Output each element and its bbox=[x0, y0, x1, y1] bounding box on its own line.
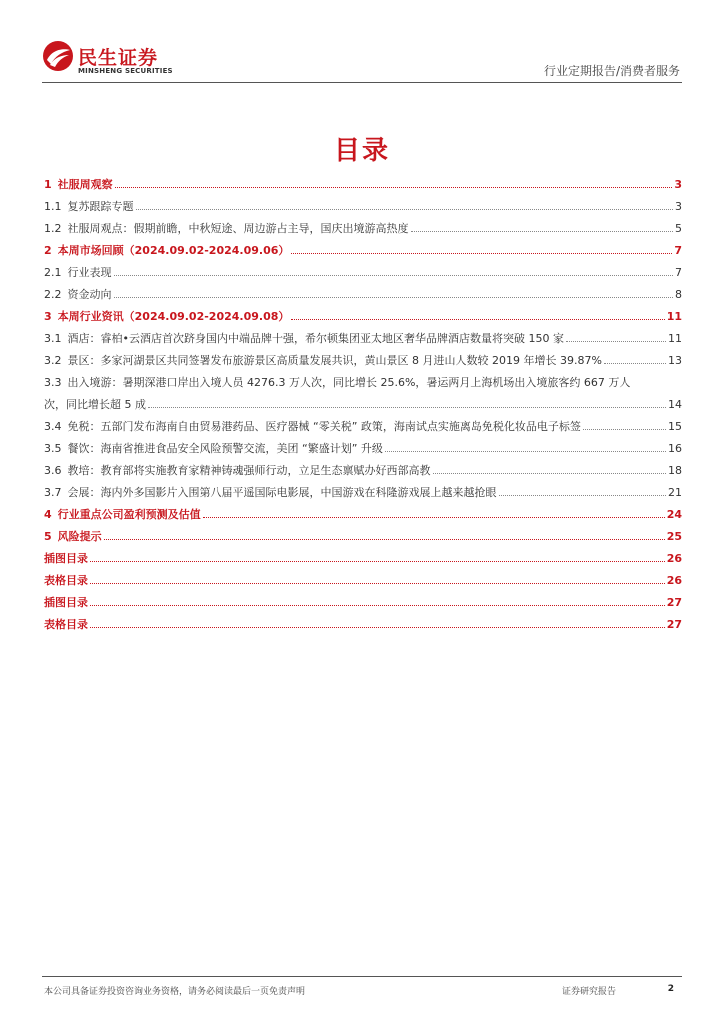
toc-entry-number: 3.7 bbox=[44, 486, 62, 499]
toc-entry-text: 社服周观察 bbox=[57, 178, 113, 191]
brand-name-cn: 民生证券 bbox=[78, 47, 159, 69]
toc-entry-page: 14 bbox=[668, 398, 682, 411]
toc-entry-text: 风险提示 bbox=[57, 530, 102, 543]
toc-entry-page: 18 bbox=[668, 464, 682, 477]
toc-entry-page: 21 bbox=[668, 486, 682, 499]
toc-entry-text: 教培：教育部将实施教育家精神铸魂强师行动，立足生态禀赋办好西部高教 bbox=[67, 464, 431, 477]
toc-entry-number: 2.2 bbox=[44, 288, 62, 301]
minsheng-logo-icon bbox=[42, 40, 74, 72]
toc-entry-text: 表格目录 bbox=[44, 574, 88, 587]
toc-entry[interactable] bbox=[44, 328, 682, 350]
toc-entry-number: 3.2 bbox=[44, 354, 62, 367]
toc-entry[interactable] bbox=[44, 570, 682, 592]
toc-entry[interactable] bbox=[44, 416, 682, 438]
toc-entry[interactable] bbox=[44, 526, 682, 548]
footer-divider bbox=[42, 976, 682, 977]
toc-entry-text: 会展：海内外多国影片入围第八届平遥国际电影展，中国游戏在科隆游戏展上越来越抢眼 bbox=[67, 486, 497, 499]
toc-entry-text: 酒店：睿柏•云酒店首次跻身国内中端品牌十强，希尔顿集团亚太地区奢华品牌酒店数量将突破 150 家 bbox=[67, 332, 564, 345]
toc-entry-page: 27 bbox=[666, 618, 682, 631]
toc-dot-leader bbox=[566, 341, 666, 342]
toc-entry-number: 3.4 bbox=[44, 420, 62, 433]
toc-dot-leader bbox=[411, 231, 674, 232]
toc-entry-number: 3 bbox=[44, 310, 52, 323]
toc-entry[interactable] bbox=[44, 482, 682, 504]
toc-entry-page: 11 bbox=[668, 332, 682, 345]
toc-entry-page: 7 bbox=[674, 244, 682, 257]
toc-entry-text: 社服周观点：假期前瞻，中秋短途、周边游占主导，国庆出境游高热度 bbox=[67, 222, 409, 235]
toc-entry-number: 1 bbox=[44, 178, 52, 191]
toc-dot-leader bbox=[115, 187, 673, 188]
toc-entry-page: 3 bbox=[675, 200, 682, 213]
toc-entry-text-line1: 出入境游：暑期深港口岸出入境人员 4276.3 万人次，同比增长 25.6%，暑运两月上海机场出入境旅客约 667 万人 bbox=[67, 376, 631, 389]
toc-entry[interactable] bbox=[44, 592, 682, 614]
toc-entry-page: 3 bbox=[674, 178, 682, 191]
toc-entry-number: 3.1 bbox=[44, 332, 62, 345]
toc-entry-number: 1.2 bbox=[44, 222, 62, 235]
toc-dot-leader bbox=[90, 561, 665, 562]
toc-entry-number: 3.6 bbox=[44, 464, 62, 477]
toc-entry-number: 3.5 bbox=[44, 442, 62, 455]
toc-entry-text: 插图目录 bbox=[44, 552, 88, 565]
toc-entry-page: 8 bbox=[675, 288, 682, 301]
brand-logo bbox=[42, 40, 182, 80]
toc-dot-leader bbox=[203, 517, 665, 518]
toc-title: 目录 bbox=[333, 136, 390, 166]
toc-entry-text: 本周市场回顾（2024.09.02-2024.09.06） bbox=[57, 244, 290, 257]
toc-entry-page: 16 bbox=[668, 442, 682, 455]
toc-entry-text: 免税：五部门发布海南自由贸易港药品、医疗器械 “零关税” 政策，海南试点实施离岛免税化妆品电子标签 bbox=[67, 420, 581, 433]
toc-entry-page: 24 bbox=[666, 508, 682, 521]
toc-dot-leader bbox=[104, 539, 665, 540]
toc-entry-text: 餐饮：海南省推进食品安全风险预警交流，美团 “繁盛计划” 升级 bbox=[67, 442, 383, 455]
page-header bbox=[0, 0, 724, 90]
toc-entry-text: 景区：多家河湖景区共同签署发布旅游景区高质量发展共识，黄山景区 8 月进山人数较 2019 年增长 39.87% bbox=[67, 354, 602, 367]
toc-entry-text: 插图目录 bbox=[44, 596, 88, 609]
toc-dot-leader bbox=[433, 473, 667, 474]
footer-disclaimer: 本公司具备证券投资咨询业务资格，请务必阅读最后一页免责声明 bbox=[44, 987, 306, 997]
toc-entry-number: 2.1 bbox=[44, 266, 62, 279]
toc-dot-leader bbox=[136, 209, 674, 210]
toc-dot-leader bbox=[114, 275, 674, 276]
toc-entry-text: 表格目录 bbox=[44, 618, 88, 631]
toc-entry[interactable] bbox=[44, 372, 682, 416]
brand-name-en: MINSHENG SECURITIES bbox=[78, 67, 173, 75]
toc-entry[interactable] bbox=[44, 196, 682, 218]
toc-entry[interactable] bbox=[44, 218, 682, 240]
toc-dot-leader bbox=[385, 451, 666, 452]
toc-entry[interactable] bbox=[44, 306, 682, 328]
toc-entry[interactable] bbox=[44, 614, 682, 636]
toc-entry-text: 次，同比增长超 5 成 bbox=[44, 398, 146, 411]
toc-entry-page: 5 bbox=[675, 222, 682, 235]
toc-entry-number: 3.3 bbox=[44, 376, 62, 389]
toc-entry[interactable] bbox=[44, 284, 682, 306]
toc-dot-leader bbox=[604, 363, 666, 364]
toc-entry-text: 本周行业资讯（2024.09.02-2024.09.08） bbox=[57, 310, 290, 323]
footer-category: 证券研究报告 bbox=[562, 987, 617, 997]
toc-entry[interactable] bbox=[44, 262, 682, 284]
toc-entry-number: 1.1 bbox=[44, 200, 62, 213]
table-of-contents bbox=[44, 174, 682, 636]
toc-entry-page: 13 bbox=[668, 354, 682, 367]
toc-entry[interactable] bbox=[44, 174, 682, 196]
toc-entry-page: 15 bbox=[668, 420, 682, 433]
toc-entry[interactable] bbox=[44, 350, 682, 372]
toc-entry-number: 5 bbox=[44, 530, 52, 543]
header-divider bbox=[42, 82, 682, 83]
toc-entry[interactable] bbox=[44, 460, 682, 482]
toc-entry-text: 资金动向 bbox=[67, 288, 112, 301]
toc-entry-page: 27 bbox=[666, 596, 682, 609]
toc-entry[interactable] bbox=[44, 240, 682, 262]
toc-entry-text: 复苏跟踪专题 bbox=[67, 200, 134, 213]
toc-entry[interactable] bbox=[44, 548, 682, 570]
toc-entry-page: 11 bbox=[666, 310, 682, 323]
toc-dot-leader bbox=[90, 627, 665, 628]
toc-entry[interactable] bbox=[44, 438, 682, 460]
toc-dot-leader bbox=[583, 429, 666, 430]
toc-entry-page: 25 bbox=[666, 530, 682, 543]
page-number: 2 bbox=[667, 984, 674, 994]
toc-entry-number: 4 bbox=[44, 508, 52, 521]
toc-dot-leader bbox=[90, 605, 665, 606]
toc-entry-page: 7 bbox=[675, 266, 682, 279]
toc-dot-leader bbox=[291, 319, 664, 320]
toc-dot-leader bbox=[291, 253, 672, 254]
toc-entry-text: 行业表现 bbox=[67, 266, 112, 279]
report-type: 行业定期报告/消费者服务 bbox=[543, 64, 680, 78]
toc-entry-page: 26 bbox=[666, 574, 682, 587]
toc-dot-leader bbox=[114, 297, 674, 298]
toc-entry-number: 2 bbox=[44, 244, 52, 257]
toc-dot-leader bbox=[90, 583, 665, 584]
toc-dot-leader bbox=[148, 407, 666, 408]
toc-entry-text: 行业重点公司盈利预测及估值 bbox=[57, 508, 201, 521]
toc-entry-page: 26 bbox=[666, 552, 682, 565]
toc-dot-leader bbox=[499, 495, 667, 496]
toc-entry[interactable] bbox=[44, 504, 682, 526]
